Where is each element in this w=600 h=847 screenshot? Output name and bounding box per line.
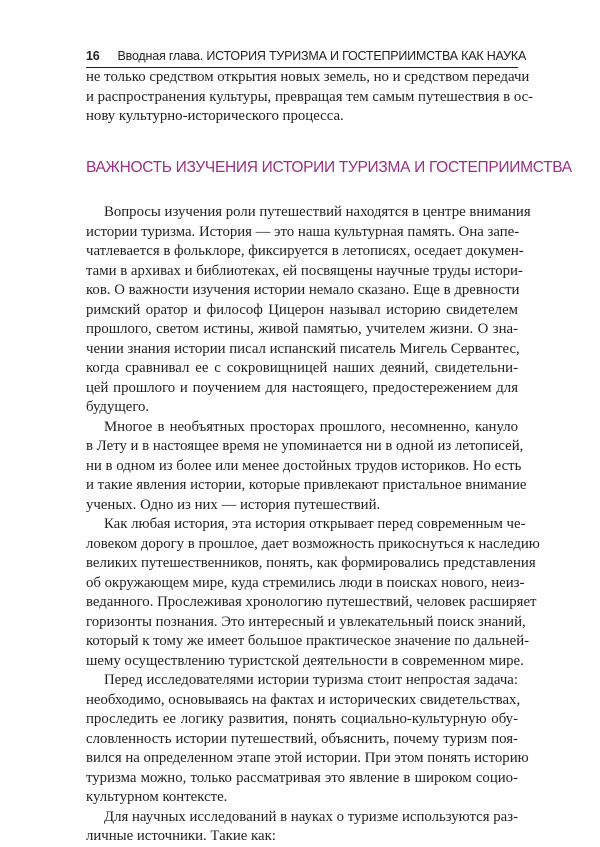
page-number: 16 xyxy=(86,49,100,63)
paragraph xyxy=(86,203,531,418)
text-line: в Лету и в настоящее время не упоминается ни в одной из летописей, xyxy=(86,438,524,454)
text-line: ученых. Одно из них — история путешествий. xyxy=(86,496,381,513)
text-line: Для научных исследований в науках о туризме используются раз- xyxy=(104,808,518,825)
intro-paragraph xyxy=(86,68,534,127)
section-title: ВАЖНОСТЬ ИЗУЧЕНИЯ ИСТОРИИ ТУРИЗМА И ГОСТЕПРИИМСТВА xyxy=(86,158,572,176)
text-line: чатлевается в фольклоре, фиксируется в летописях, оседает докумен- xyxy=(86,243,524,259)
paragraph xyxy=(86,418,527,516)
text-line: об окружающем мире, куда стремились люди в поисках нового, неиз- xyxy=(86,574,525,591)
text-line: Многое в необъятных просторах прошлого, несомненно, кануло xyxy=(104,418,518,435)
text-line: культурном контексте. xyxy=(86,789,228,805)
text-line: не только средством открытия новых земель, но и средством передачи xyxy=(86,69,530,85)
text-line: личные источники. Такие как: xyxy=(86,828,276,844)
text-line: и такие явления истории, которые привлекают пристальное внимание xyxy=(86,477,527,493)
text-line: римский оратор и философ Цицерон называл историю свидетелем xyxy=(86,301,518,318)
text-line: истории туризма. История — это наша культурная память. Она запе- xyxy=(86,223,520,240)
text-line: вился на определенном этапе этой истории. При этом понять историю xyxy=(86,750,529,766)
text-line: и распространения культуры, превращая тем самым путешествия в ос- xyxy=(86,88,534,105)
text-line: прошлого, светом истины, живой памятью, учителем жизни. О зна- xyxy=(86,321,518,337)
text-line: туризма можно, только рассматривая это явление в широком социо- xyxy=(86,769,518,786)
text-line: тами в архивах и библиотеках, ей посвящены научные труды истори- xyxy=(86,262,523,279)
text-line: великих путешественников, понять, как формировались представления xyxy=(86,555,536,571)
text-line: шему осуществлению туристской деятельности в современном мире. xyxy=(86,652,524,669)
text-line: когда сравнивал ее с сокровищницей наших деяний, свидетельни- xyxy=(86,360,518,376)
text-line: ков. О важности изучения истории немало сказано. Еще в древности xyxy=(86,282,520,298)
chapter-title: Вводная глава. ИСТОРИЯ ТУРИЗМА И ГОСТЕПРИИМСТВА КАК НАУКА xyxy=(117,49,527,63)
text-line: Как любая история, эта история открывает перед современным че- xyxy=(104,516,526,532)
text-line: проследить ее логику развития, понять социально-культурную обу- xyxy=(86,711,518,727)
paragraph xyxy=(86,671,529,808)
text-line: словленность истории путешествий, объяснить, почему туризм поя- xyxy=(86,730,518,747)
running-head xyxy=(86,47,527,65)
text-line: ни в одном из более или менее достойных трудов историков. Но есть xyxy=(86,457,522,474)
text-line: Перед исследователями истории туризма стоит непростая задача: xyxy=(104,672,518,688)
text-line: цей прошлого и поучением для настоящего, предостережением для xyxy=(86,379,518,396)
text-line: Вопросы изучения роли путешествий находятся в центре внимания xyxy=(104,204,531,220)
paragraph xyxy=(86,808,518,847)
body-text xyxy=(86,68,572,847)
text-line: будущего. xyxy=(86,399,150,415)
text-line: чении знания истории писал испанский писатель Мигель Сервантес, xyxy=(86,340,520,357)
text-line: который к тому же имеет большое практическое значение по дальней- xyxy=(86,633,530,649)
text-line: веданного. Прослеживая хронологию путешествий, человек расширяет xyxy=(86,594,537,610)
text-line: горизонты познания. Это интересный и увлекательный поиск знаний, xyxy=(86,613,526,630)
paragraph xyxy=(86,515,540,671)
text-line: нову культурно-исторического процесса. xyxy=(86,108,344,124)
text-line: ловеком дорогу в прошлое, дает возможность прикоснуться к наследию xyxy=(86,535,540,552)
text-line: необходимо, основываясь на фактах и исторических свидетельствах, xyxy=(86,691,521,708)
